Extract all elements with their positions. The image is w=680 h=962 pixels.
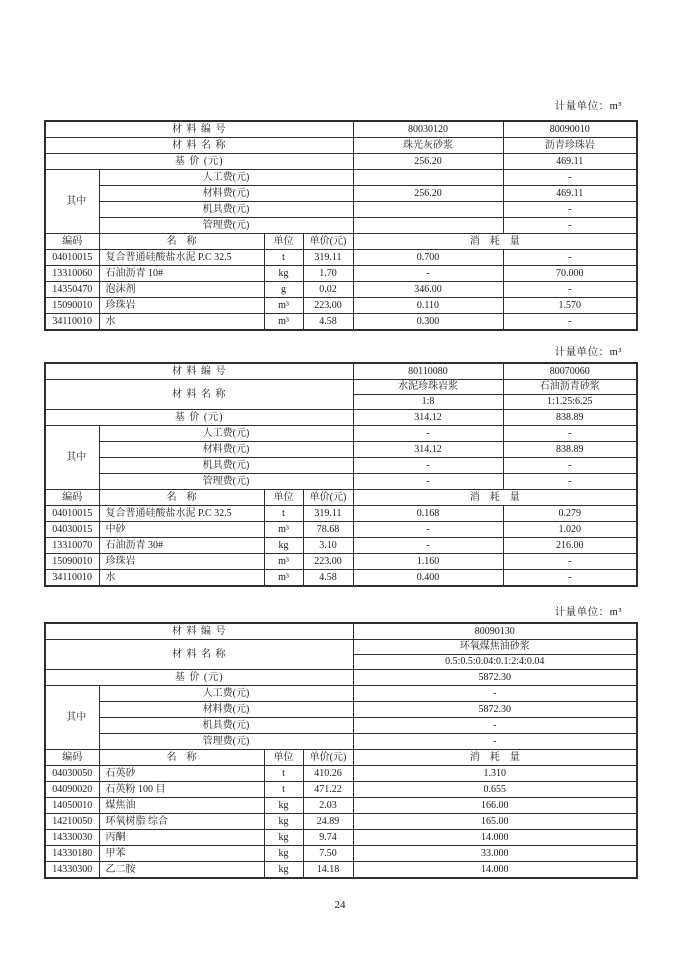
mix-ratio-value: 1:1.25:6.25 <box>503 395 637 410</box>
item-name: 水 <box>99 314 264 331</box>
item-name: 珍珠岩 <box>99 554 264 570</box>
row-material-name <box>45 138 637 154</box>
item-name: 甲苯 <box>99 846 264 862</box>
management-fee-label: 管理费(元) <box>99 218 353 234</box>
item-unit: kg <box>264 538 303 554</box>
base-price-value: 469.11 <box>503 154 637 170</box>
row-labor-fee <box>45 426 637 442</box>
row-column-headers <box>45 234 637 250</box>
row-base-price <box>45 154 637 170</box>
item-consumption: - <box>503 554 637 570</box>
material-name-value: 环氧煤焦油砂浆 <box>353 640 637 655</box>
item-consumption: 1.570 <box>503 298 637 314</box>
item-unit: t <box>264 766 303 782</box>
item-row <box>45 570 637 587</box>
row-column-headers <box>45 750 637 766</box>
row-material-code <box>45 121 637 138</box>
machine-fee-label: 机具费(元) <box>99 718 353 734</box>
col-header-unit: 单位 <box>264 234 303 250</box>
item-name: 水 <box>99 570 264 587</box>
item-name: 煤焦油 <box>99 798 264 814</box>
item-row <box>45 554 637 570</box>
materials-table-1 <box>44 120 638 331</box>
item-name: 复合普通硅酸盐水泥 P.C 32.5 <box>99 250 264 266</box>
item-name: 丙酮 <box>99 830 264 846</box>
item-row <box>45 862 637 879</box>
item-consumption: - <box>503 282 637 298</box>
item-name: 石英粉 100 目 <box>99 782 264 798</box>
materials-table-2 <box>44 362 638 587</box>
col-header-consumption: 消 耗 量 <box>353 490 637 506</box>
materials-table-3 <box>44 622 638 879</box>
item-code: 04030015 <box>45 522 99 538</box>
material-fee-value: 469.11 <box>503 186 637 202</box>
item-consumption: 1.020 <box>503 522 637 538</box>
item-unit: m³ <box>264 298 303 314</box>
item-name: 石英砂 <box>99 766 264 782</box>
item-price: 9.74 <box>303 830 353 846</box>
item-name: 乙二胺 <box>99 862 264 879</box>
item-code: 14330030 <box>45 830 99 846</box>
mix-ratio-value: 0.5:0.5:0.04:0.1:2:4:0.04 <box>353 655 637 670</box>
item-code: 14330300 <box>45 862 99 879</box>
base-price-label: 基 价 (元) <box>45 154 353 170</box>
col-header-price: 单价(元) <box>303 750 353 766</box>
item-price: 1.70 <box>303 266 353 282</box>
row-base-price <box>45 670 637 686</box>
item-consumption: 0.168 <box>353 506 503 522</box>
code-header-label: 材 料 编 号 <box>45 363 353 380</box>
item-consumption: 166.00 <box>353 798 637 814</box>
item-code: 34110010 <box>45 570 99 587</box>
item-consumption: 1.310 <box>353 766 637 782</box>
material-fee-label: 材料费(元) <box>99 442 353 458</box>
item-price: 78.68 <box>303 522 353 538</box>
item-consumption: 346.00 <box>353 282 503 298</box>
col-header-price: 单价(元) <box>303 234 353 250</box>
item-name: 复合普通硅酸盐水泥 P.C 32.5 <box>99 506 264 522</box>
item-code: 04010015 <box>45 250 99 266</box>
row-material-fee <box>45 442 637 458</box>
item-name: 泡沫剂 <box>99 282 264 298</box>
item-unit: m³ <box>264 314 303 331</box>
item-unit: g <box>264 282 303 298</box>
machine-fee-value <box>353 202 503 218</box>
material-fee-value: 256.20 <box>353 186 503 202</box>
item-unit: kg <box>264 830 303 846</box>
base-price-label: 基 价 (元) <box>45 670 353 686</box>
item-unit: m³ <box>264 522 303 538</box>
item-row <box>45 782 637 798</box>
unit-caption: 计量单位：m³ <box>554 607 622 618</box>
management-fee-label: 管理费(元) <box>99 734 353 750</box>
item-unit: t <box>264 250 303 266</box>
row-management-fee <box>45 218 637 234</box>
item-consumption: - <box>503 570 637 587</box>
item-price: 410.26 <box>303 766 353 782</box>
item-name: 石油沥青 30# <box>99 538 264 554</box>
col-header-consumption: 消 耗 量 <box>353 750 637 766</box>
item-unit: kg <box>264 814 303 830</box>
base-price-value: 838.89 <box>503 410 637 426</box>
row-material-code <box>45 623 637 640</box>
name-header-label: 材 料 名 称 <box>45 380 353 410</box>
item-consumption: 1.160 <box>353 554 503 570</box>
among-label: 其中 <box>45 170 99 234</box>
material-code-value: 80110080 <box>353 363 503 380</box>
material-name-value: 珠光灰砂浆 <box>353 138 503 154</box>
management-fee-value: - <box>353 474 503 490</box>
item-consumption: 0.279 <box>503 506 637 522</box>
row-material-fee <box>45 186 637 202</box>
base-price-value: 5872.30 <box>353 670 637 686</box>
management-fee-label: 管理费(元) <box>99 474 353 490</box>
col-header-consumption: 消 耗 量 <box>353 234 637 250</box>
management-fee-value: - <box>353 734 637 750</box>
row-base-price <box>45 410 637 426</box>
col-header-name: 名 称 <box>99 750 264 766</box>
item-consumption: 0.700 <box>353 250 503 266</box>
item-unit: kg <box>264 862 303 879</box>
item-code: 13310070 <box>45 538 99 554</box>
material-code-value: 80090130 <box>353 623 637 640</box>
item-price: 319.11 <box>303 506 353 522</box>
labor-fee-value <box>353 170 503 186</box>
material-code-value: 80090010 <box>503 121 637 138</box>
among-label: 其中 <box>45 686 99 750</box>
material-name-value: 石油沥青砂浆 <box>503 380 637 395</box>
item-row <box>45 798 637 814</box>
labor-fee-label: 人工费(元) <box>99 686 353 702</box>
item-consumption: 33.000 <box>353 846 637 862</box>
item-price: 471.22 <box>303 782 353 798</box>
item-name: 环氧树脂 综合 <box>99 814 264 830</box>
item-row <box>45 766 637 782</box>
item-price: 223.00 <box>303 298 353 314</box>
item-price: 4.58 <box>303 570 353 587</box>
item-price: 2.03 <box>303 798 353 814</box>
item-consumption: 0.655 <box>353 782 637 798</box>
col-header-code: 编码 <box>45 490 99 506</box>
item-code: 13310060 <box>45 266 99 282</box>
item-name: 石油沥青 10# <box>99 266 264 282</box>
item-code: 34110010 <box>45 314 99 331</box>
col-header-code: 编码 <box>45 234 99 250</box>
item-consumption: 0.110 <box>353 298 503 314</box>
item-row <box>45 298 637 314</box>
item-unit: m³ <box>264 554 303 570</box>
management-fee-value: - <box>503 474 637 490</box>
labor-fee-value: - <box>503 170 637 186</box>
material-code-value: 80070060 <box>503 363 637 380</box>
item-row <box>45 814 637 830</box>
base-price-label: 基 价 (元) <box>45 410 353 426</box>
row-labor-fee <box>45 170 637 186</box>
item-consumption: 14.000 <box>353 862 637 879</box>
row-machine-fee <box>45 458 637 474</box>
item-code: 04030050 <box>45 766 99 782</box>
name-header-label: 材 料 名 称 <box>45 138 353 154</box>
item-unit: kg <box>264 846 303 862</box>
item-row <box>45 830 637 846</box>
col-header-name: 名 称 <box>99 490 264 506</box>
col-header-code: 编码 <box>45 750 99 766</box>
item-price: 0.02 <box>303 282 353 298</box>
machine-fee-value: - <box>353 458 503 474</box>
labor-fee-label: 人工费(元) <box>99 426 353 442</box>
item-price: 4.58 <box>303 314 353 331</box>
machine-fee-label: 机具费(元) <box>99 202 353 218</box>
material-name-value: 沥青珍珠岩 <box>503 138 637 154</box>
unit-caption: 计量单位：m³ <box>554 101 622 112</box>
row-material-name <box>45 640 637 655</box>
item-price: 223.00 <box>303 554 353 570</box>
name-header-label: 材 料 名 称 <box>45 640 353 670</box>
management-fee-value <box>353 218 503 234</box>
row-material-fee <box>45 702 637 718</box>
machine-fee-value: - <box>353 718 637 734</box>
item-consumption: - <box>353 266 503 282</box>
machine-fee-value: - <box>503 202 637 218</box>
among-label: 其中 <box>45 426 99 490</box>
item-code: 04010015 <box>45 506 99 522</box>
row-column-headers <box>45 490 637 506</box>
material-fee-label: 材料费(元) <box>99 702 353 718</box>
item-price: 24.89 <box>303 814 353 830</box>
item-price: 14.18 <box>303 862 353 879</box>
item-name: 珍珠岩 <box>99 298 264 314</box>
item-unit: kg <box>264 798 303 814</box>
code-header-label: 材 料 编 号 <box>45 623 353 640</box>
item-code: 04090020 <box>45 782 99 798</box>
item-consumption: - <box>353 538 503 554</box>
row-management-fee <box>45 474 637 490</box>
item-row <box>45 250 637 266</box>
row-material-code <box>45 363 637 380</box>
item-row <box>45 266 637 282</box>
page-number: 24 <box>334 899 346 911</box>
item-name: 中砂 <box>99 522 264 538</box>
material-name-value: 水泥珍珠岩浆 <box>353 380 503 395</box>
item-consumption: 70.000 <box>503 266 637 282</box>
item-code: 14210050 <box>45 814 99 830</box>
item-consumption: 0.300 <box>353 314 503 331</box>
machine-fee-label: 机具费(元) <box>99 458 353 474</box>
row-material-name <box>45 380 637 395</box>
item-consumption: - <box>503 250 637 266</box>
col-header-unit: 单位 <box>264 750 303 766</box>
item-consumption: - <box>353 522 503 538</box>
row-management-fee <box>45 734 637 750</box>
management-fee-value: - <box>503 218 637 234</box>
item-unit: t <box>264 506 303 522</box>
item-unit: t <box>264 782 303 798</box>
material-fee-label: 材料费(元) <box>99 186 353 202</box>
item-consumption: 14.000 <box>353 830 637 846</box>
item-code: 15090010 <box>45 554 99 570</box>
item-row <box>45 846 637 862</box>
base-price-value: 314.12 <box>353 410 503 426</box>
item-unit: m³ <box>264 570 303 587</box>
item-unit: kg <box>264 266 303 282</box>
mix-ratio-value: 1:8 <box>353 395 503 410</box>
item-code: 14050010 <box>45 798 99 814</box>
material-fee-value: 5872.30 <box>353 702 637 718</box>
item-price: 7.50 <box>303 846 353 862</box>
item-price: 3.10 <box>303 538 353 554</box>
material-fee-value: 314.12 <box>353 442 503 458</box>
item-code: 14330180 <box>45 846 99 862</box>
base-price-value: 256.20 <box>353 154 503 170</box>
labor-fee-value: - <box>503 426 637 442</box>
material-fee-value: 838.89 <box>503 442 637 458</box>
item-consumption: 165.00 <box>353 814 637 830</box>
col-header-unit: 单位 <box>264 490 303 506</box>
item-consumption: 216.00 <box>503 538 637 554</box>
material-code-value: 80030120 <box>353 121 503 138</box>
item-row <box>45 538 637 554</box>
row-machine-fee <box>45 202 637 218</box>
row-labor-fee <box>45 686 637 702</box>
row-machine-fee <box>45 718 637 734</box>
labor-fee-label: 人工费(元) <box>99 170 353 186</box>
item-consumption: - <box>503 314 637 331</box>
machine-fee-value: - <box>503 458 637 474</box>
col-header-name: 名 称 <box>99 234 264 250</box>
col-header-price: 单价(元) <box>303 490 353 506</box>
code-header-label: 材 料 编 号 <box>45 121 353 138</box>
item-code: 15090010 <box>45 298 99 314</box>
unit-caption: 计量单位：m³ <box>554 347 622 358</box>
item-row <box>45 506 637 522</box>
item-price: 319.11 <box>303 250 353 266</box>
item-code: 14350470 <box>45 282 99 298</box>
labor-fee-value: - <box>353 686 637 702</box>
item-row <box>45 282 637 298</box>
item-consumption: 0.400 <box>353 570 503 587</box>
labor-fee-value: - <box>353 426 503 442</box>
item-row <box>45 522 637 538</box>
item-row <box>45 314 637 331</box>
